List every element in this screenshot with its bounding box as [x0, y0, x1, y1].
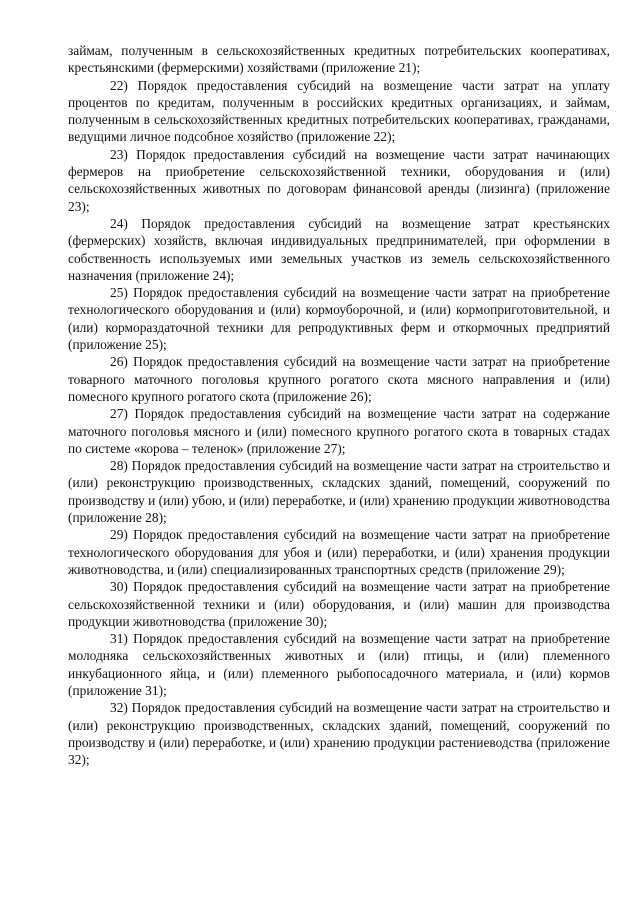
paragraph-item-31: 31) Порядок предоставления субсидий на возмещение части затрат на приобретение молодняка сельскохозяйственных животных и (или) птицы, и (или) племенного инкубационного яйца, и (или) племенного рыбопосадочного материала, и (или) кормов (приложение 31);: [68, 631, 610, 698]
paragraph-continuation-21: займам, полученным в сельскохозяйственных кредитных потребительских кооперативах, крестьянскими (фермерскими) хозяйствами (приложение 21);: [68, 43, 610, 76]
paragraph-item-29: 29) Порядок предоставления субсидий на возмещение части затрат на приобретение технологического оборудования для убоя и (или) переработки, и (или) хранения продукции животноводства, и (или) специализированных транспортных средств (приложение 29);: [68, 527, 610, 577]
paragraph-item-28: 28) Порядок предоставления субсидий на возмещение части затрат на строительство и (или) реконструкцию производственных, складских зданий, помещений, сооружений по производству и (или) убою, и (или) переработке, и (или) хранению продукции животноводства (приложение 28);: [68, 458, 610, 526]
paragraph-item-32: 32) Порядок предоставления субсидий на возмещение части затрат на строительство и (или) реконструкцию производственных, складских зданий, помещений, сооружений по производству и (или) переработке, и (или) хранению продукции растениеводства (приложение 32);: [68, 700, 610, 768]
paragraph-item-22: 22) Порядок предоставления субсидий на возмещение части затрат на уплату процентов по кредитам, полученным в российских кредитных организациях, и займам, полученным в сельскохозяйственных кредитных потребительских кооперативах, гражданами, ведущими личное подсобное хозяйство (приложение 22);: [68, 77, 610, 145]
paragraph-item-25: 25) Порядок предоставления субсидий на возмещение части затрат на приобретение технологического оборудования и (или) кормоуборочной, и (или) кормоприготовительной, и (или) кормораздаточной техники для репродуктивных ферм и откормочных предприятий (приложение 25);: [68, 285, 610, 353]
paragraph-item-23: 23) Порядок предоставления субсидий на возмещение части затрат начинающих фермеров на приобретение сельскохозяйственной техники, оборудования и (или) сельскохозяйственных животных по договорам финансовой аренды (лизинга) (приложение 23);: [68, 146, 610, 214]
paragraph-item-30: 30) Порядок предоставления субсидий на возмещение части затрат на приобретение сельскохозяйственной техники и (или) оборудования, и (или) машин для производства продукции животноводства (приложение 30);: [68, 579, 610, 629]
paragraph-item-24: 24) Порядок предоставления субсидий на возмещение затрат крестьянских (фермерских) хозяйств, включая индивидуальных предпринимателей, при оформлении в собственность используемых ими земельных участков из земель сельскохозяйственного назначения (приложение 24);: [68, 215, 610, 283]
paragraph-item-26: 26) Порядок предоставления субсидий на возмещение части затрат на приобретение товарного маточного поголовья крупного рогатого скота мясного направления и (или) помесного крупного рогатого скота (приложение 26);: [68, 354, 610, 404]
document-page: [68, 42, 610, 768]
paragraph-item-27: 27) Порядок предоставления субсидий на возмещение части затрат на содержание маточного поголовья мясного и (или) помесного крупного рогатого скота в товарных стадах по системе «корова – теленок» (приложение 27);: [68, 406, 610, 456]
